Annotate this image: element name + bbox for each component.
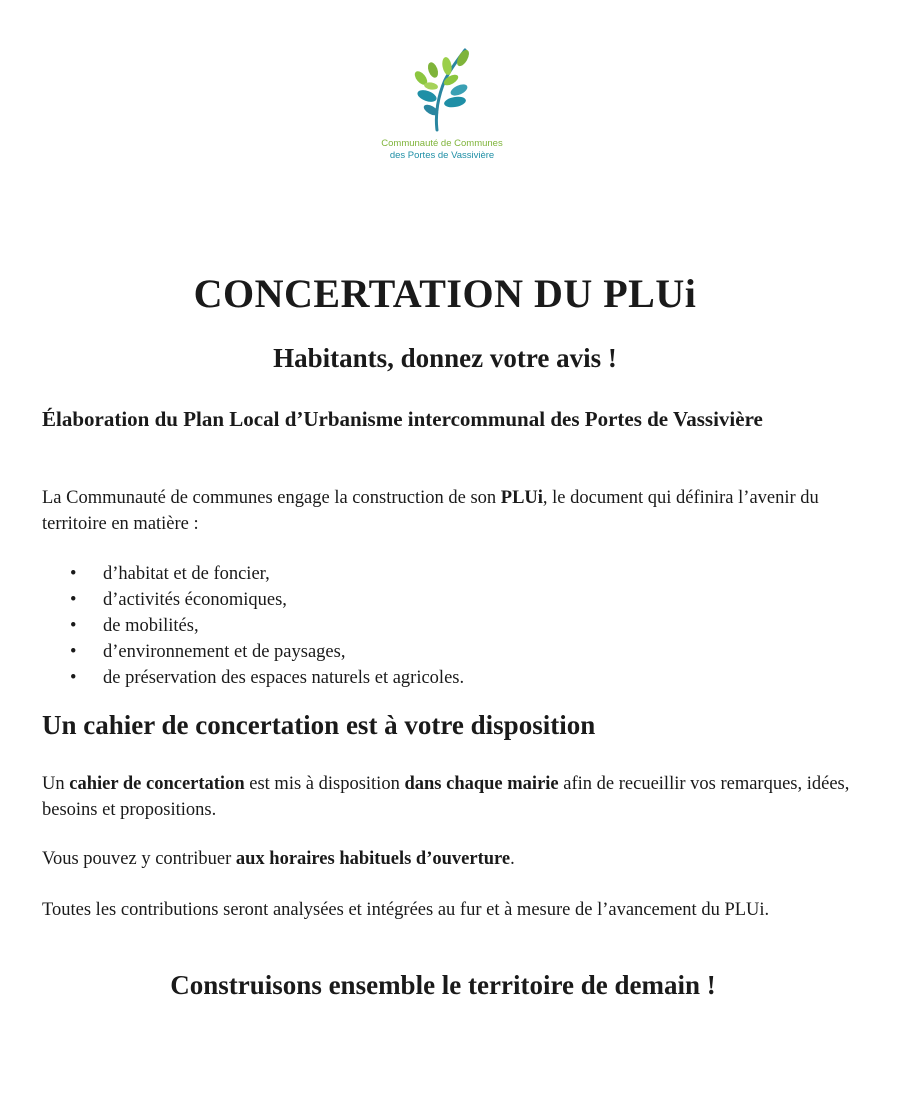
closing-slogan: Construisons ensemble le territoire de demain ! (170, 970, 716, 1000)
list-item: • d’activités économiques, (64, 587, 464, 613)
tree-branch-icon (407, 44, 477, 132)
list-item: • de préservation des espaces naturels et agricoles. (64, 665, 464, 691)
list-item: • d’environnement et de paysages, (64, 639, 464, 665)
subtitle: Habitants, donnez votre avis ! (273, 343, 617, 373)
intro-paragraph (42, 485, 852, 537)
cahier-heading: Un cahier de concertation est à votre disposition (42, 710, 596, 740)
p1-text-3: afin de recueillir vos remarques, idées, besoins et propositions. (42, 774, 850, 820)
list-item: • d’habitat et de foncier, (64, 561, 464, 587)
community-logo (372, 44, 512, 162)
intro-text-after: , le document qui définira l’avenir du territoire en matière : (42, 488, 819, 534)
intro-text-before: La Communauté de communes engage la construction de son (42, 488, 501, 508)
list-item: • de mobilités, (64, 613, 464, 639)
p1-text-2: est mis à disposition (244, 774, 405, 794)
cahier-paragraph-1 (42, 771, 852, 823)
page-title: CONCERTATION DU PLUi (193, 271, 697, 316)
p2-bold-1: aux horaires habituels d’ouverture (235, 849, 511, 869)
p1-bold-2: dans chaque mairie (404, 774, 559, 794)
cahier-paragraph-3: Toutes les contributions seront analysées et intégrées au fur et à mesure de l’avancement du PLUi. (42, 900, 770, 920)
p1-text-1: Un (42, 774, 70, 794)
p2-text-2: . (510, 849, 515, 869)
logo-text-line2: des Portes de Vassivière (389, 150, 495, 161)
intro-bold-plui: PLUi (500, 488, 543, 508)
p1-bold-1: cahier de concertation (69, 774, 245, 794)
p2-text-1: Vous pouvez y contribuer (42, 849, 236, 869)
section-title: Élaboration du Plan Local d’Urbanisme intercommunal des Portes de Vassivière (42, 407, 763, 431)
cahier-paragraph-2 (42, 846, 852, 872)
topic-list (64, 561, 464, 691)
logo-text-line1: Communauté de Communes (381, 138, 503, 149)
